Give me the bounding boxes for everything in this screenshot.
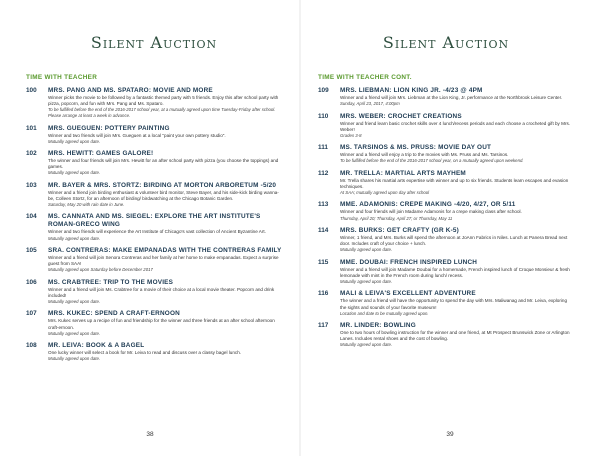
auction-item-description: Winner and a friend will join Madame Doubai for a homemade, French inspired lunch of Croque Monsieur & fresh lemonade with mint in the French room during lunch/ recess. xyxy=(340,266,570,278)
auction-item-title: MME. DOUBAI: FRENCH INSPIRED LUNCH xyxy=(340,258,478,266)
auction-item-title: MS. TARSINOS & MS. PRUSS: MOVIE DAY OUT xyxy=(340,144,492,152)
page-number: 38 xyxy=(146,431,154,438)
auction-item xyxy=(318,290,574,316)
auction-item-number: 114 xyxy=(318,226,329,234)
auction-item-title: MRS. PANG AND MS. SPATARO: MOVIE AND MORE xyxy=(48,87,213,94)
auction-item-body xyxy=(340,201,574,221)
auction-item-number: 105 xyxy=(26,246,37,254)
auction-item-list xyxy=(26,87,282,362)
auction-item-note: Mutually agreed upon date. xyxy=(340,279,393,285)
auction-item-body xyxy=(340,227,574,253)
auction-item-body xyxy=(340,322,574,348)
auction-item xyxy=(26,279,282,305)
auction-item-body xyxy=(48,182,282,208)
page-title: Silent Auction xyxy=(382,33,510,52)
auction-item-description: Winner, 1 friend, and Mrs. Burks will spend the afternoon at JoAnn Fabrics in Niles. Lunch at Panera Bread next door. Includes craft of your choice + lunch. xyxy=(340,234,568,247)
auction-item-body xyxy=(48,150,282,176)
auction-item xyxy=(318,322,574,348)
auction-item-title: MR. LEIVA: BOOK & A BAGEL xyxy=(48,342,145,350)
auction-item-description: One lucky winner will select a book for Mr. Leiva to read and discuss over a classy bagel lunch. xyxy=(48,350,242,356)
auction-item-number: 101 xyxy=(26,124,37,132)
auction-item xyxy=(26,182,282,208)
auction-item-title: MRS. GUEGUEN: POTTERY PAINTING xyxy=(48,124,170,132)
auction-item-description: Winner and a friend join birding enthusiast & volunteer bird monitor, Steve Bayer, and his side-kick birding wanna-be, Colleen Stortz, for an afternoon of birding/ birdwatching at the Chicago Botanic Garden. xyxy=(48,189,279,201)
auction-item-description: The winner and four friends will join Mrs. Hewitt for an after school party with pizza (you choose the toppings) and games. xyxy=(48,158,279,170)
auction-item-description: Winner and a friend will join Mrs. Liebman at the Lion King, Jr. performance at the Northbrook Leisure Center. xyxy=(340,95,563,100)
auction-item-note: Mutually agreed upon Saturday before December 2017 xyxy=(48,267,153,273)
section-heading: TIME WITH TEACHER CONT. xyxy=(318,74,412,81)
auction-item-note: Thursday, April 20; Thursday, April 27; or Thursday, May 11 xyxy=(340,215,453,221)
auction-item-body xyxy=(48,342,282,362)
auction-item xyxy=(26,125,282,145)
auction-item-title: MS. CANNATA AND MS. SIEGEL: EXPLORE THE ART INSTITUTE'S ROMAN-GRECO WING xyxy=(48,213,261,229)
auction-item-number: 109 xyxy=(318,87,329,94)
auction-item-body xyxy=(48,125,282,145)
auction-item-description: Winner picks the movie to be followed by a fantastic themed party with 5 friends. Enjoy this after school party with pizza, popcorn, and fun with Mrs. Pang and Ms. Spataro. xyxy=(48,95,279,107)
auction-item-title: MRS. LIEBMAN: LION KING JR. -4/23 @ 4PM xyxy=(340,87,483,94)
section-heading: TIME WITH TEACHER xyxy=(26,74,98,81)
auction-item xyxy=(26,247,282,273)
auction-item-number: 117 xyxy=(318,322,329,330)
auction-item-description: Winner and two friends will experience the Art Institute of Chicago's vast collection of Ancient Byzantine Art. xyxy=(48,229,266,235)
auction-item-note: Mutually agreed upon date. xyxy=(48,235,101,241)
auction-item xyxy=(26,213,282,241)
auction-item-title: SRA. CONTRERAS: MAKE EMPANADAS WITH THE CONTRERAS FAMILY xyxy=(48,246,282,254)
auction-item-note: Grades 3-8 xyxy=(340,132,362,138)
auction-item-description: Winner and friend learn basic crochet skills over 4 lunch/recess periods and each choose a crocheted gift by Mrs. Weber! xyxy=(340,120,571,132)
auction-item-note: Mutually agreed upon date. xyxy=(48,170,101,176)
auction-item-note: Saturday, May 20 with rain date in June. xyxy=(48,202,125,208)
auction-item-title: MRS. HEWITT: GAMES GALORE! xyxy=(48,150,154,157)
auction-item-body xyxy=(48,87,282,119)
auction-item-description: One to two hours of bowling instruction for the winner and one friend, at Mt Prospect Brunswick Zone or Arlington Lanes. Includes rental shoes and the cost of bowling. xyxy=(340,330,570,342)
auction-item-description: Mrs. Kukec serves up a recipe of fun and friendship for the winner and three friends at an after school afternoon craft-ernoon. xyxy=(48,318,275,330)
auction-item-number: 115 xyxy=(318,258,329,266)
auction-item-description: Mr. Trella shares his martial arts expertise with winner and up to six friends. Students learn escapes and evasion techniques. xyxy=(340,177,569,189)
auction-item xyxy=(318,113,574,139)
auction-item-body xyxy=(340,290,574,316)
auction-item-description: Winner and a friend will join Ms. Crabtree for a movie of their choice at a local movie theater. Popcorn and drink included! xyxy=(48,286,275,298)
auction-item-title: MALI & LEIVA'S EXCELLENT ADVENTURE xyxy=(340,290,476,298)
auction-item-note: Mutually agreed upon date. xyxy=(48,138,101,144)
auction-item-note: Mutually agreed upon date. xyxy=(48,330,101,336)
auction-item xyxy=(318,201,574,221)
page-title: Silent Auction xyxy=(90,33,218,52)
auction-item-title: MRS. WEBER: CROCHET CREATIONS xyxy=(340,112,462,120)
auction-item-note: Mutually agreed upon date. xyxy=(340,342,393,348)
auction-item-number: 110 xyxy=(318,112,329,120)
auction-item-description: The winner and a friend will have the opportunity to spend the day with Mrs. Maliwanag and Mr. Leiva, exploring the sights and sounds of your favorite museum! xyxy=(340,298,568,310)
auction-item-note: Mutually agreed upon date. xyxy=(340,247,393,253)
auction-item-title: MRS. BURKS: GET CRAFTY (GR K-5) xyxy=(340,226,459,234)
auction-item-title: MRS. KUKEC: SPEND A CRAFT-ERNOON xyxy=(48,310,180,318)
right-page xyxy=(300,0,600,456)
auction-item-body xyxy=(48,247,282,273)
auction-item-note: Sunday, April 23, 2017, 4:00pm xyxy=(340,101,400,107)
auction-item-description: Winner and two friends will join Mrs. Gueguen at a local "paint your own pottery studio". xyxy=(48,132,226,138)
auction-item-note: Location and date to be mutually agreed upon. xyxy=(340,310,429,316)
auction-item-number: 102 xyxy=(26,150,37,157)
auction-item-body xyxy=(340,259,574,285)
auction-item-title: MME. ADAMONIS: CREPE MAKING -4/20, 4/27, OR 5/11 xyxy=(340,201,516,209)
auction-item xyxy=(318,227,574,253)
auction-item-title: MR. TRELLA: MARTIAL ARTS MAYHEM xyxy=(340,169,466,177)
auction-item-title: MR. BAYER & MRS. STORTZ: BIRDING AT MORTON ARBORETUM -5/20 xyxy=(48,181,277,189)
auction-item-body xyxy=(340,170,574,196)
auction-item-body xyxy=(48,279,282,305)
auction-item-number: 106 xyxy=(26,278,37,286)
auction-item-description: Winner and a friend will join Senora Contreras and her family at her home to make empanadas. Expect a surprise guest from SAA! xyxy=(48,254,279,267)
auction-item-body xyxy=(340,144,574,164)
auction-item xyxy=(26,342,282,362)
auction-item-note: To be fulfilled before the end of the 2016-2017 school year, on a mutually agreed upon weekend. xyxy=(340,158,524,164)
auction-item xyxy=(318,144,574,164)
auction-item xyxy=(26,150,282,176)
auction-item xyxy=(318,87,574,107)
auction-item-description: Winner and four friends will join Madame Adamonis for a crepe making class after school. xyxy=(340,209,522,215)
auction-item-body xyxy=(48,310,282,336)
auction-item-number: 107 xyxy=(26,310,37,318)
auction-item xyxy=(26,310,282,336)
auction-item-title: MR. LINDER: BOWLING xyxy=(340,322,416,330)
auction-item-number: 104 xyxy=(26,213,37,221)
auction-item-note: At SAA; mutually agreed upon day after school xyxy=(340,190,430,196)
page-number: 39 xyxy=(446,431,454,438)
auction-item-number: 113 xyxy=(318,201,329,209)
auction-item-title: MS. CRABTREE: TRIP TO THE MOVIES xyxy=(48,278,174,286)
auction-item xyxy=(318,170,574,196)
auction-item-note: Mutually agreed upon date. xyxy=(48,356,101,362)
auction-item-description: Winner and a friend will enjoy a trip to the movies with Ms. Pruss and Ms. Tarsinos. xyxy=(340,152,509,158)
auction-item-body xyxy=(340,113,574,139)
auction-item-body xyxy=(340,87,574,107)
auction-item xyxy=(26,87,282,119)
auction-item xyxy=(318,259,574,285)
auction-item-note: To be fulfilled before the end of the 2016-2017 school year, at a mutually agreed upon time Tuesday-Friday after school. Please arrange at least a week in advance. xyxy=(48,107,276,119)
auction-item-number: 111 xyxy=(318,144,328,152)
auction-item-list xyxy=(318,87,574,348)
auction-item-number: 112 xyxy=(318,169,329,177)
auction-item-body xyxy=(48,213,282,241)
auction-item-number: 103 xyxy=(26,181,37,189)
auction-item-number: 108 xyxy=(26,342,37,350)
auction-item-number: 100 xyxy=(26,87,37,94)
auction-item-note: Mutually agreed upon date. xyxy=(48,299,101,305)
auction-item-number: 116 xyxy=(318,290,329,298)
